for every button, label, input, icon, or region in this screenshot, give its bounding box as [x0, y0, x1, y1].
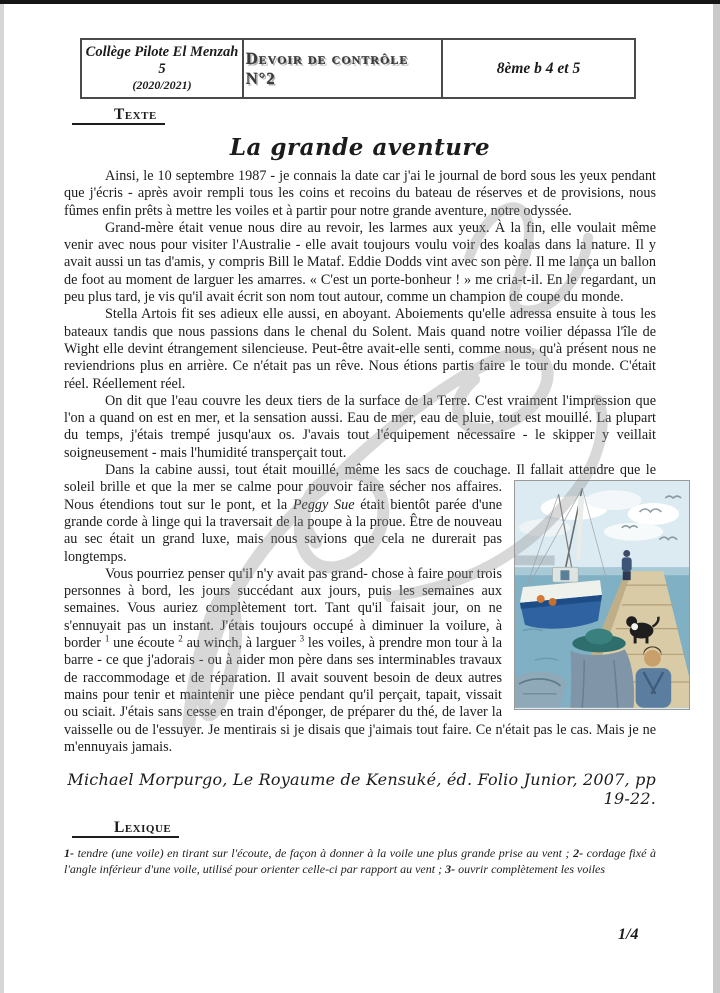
school-name: Collège Pilote El Menzah 5	[85, 44, 239, 77]
section-label-lexique: Lexique	[72, 819, 179, 838]
text-title: La grande aventure	[229, 134, 491, 161]
sailboat-jetty-illustration-icon	[515, 481, 689, 709]
paragraph: Vous pourriez penser qu'il n'y avait pas grand- chose à faire pour trois personnes à bord, les jours succédant aux jours, puis les semaines aux semaines. Vous auriez complètement tort. Tant qu'il faisait jour, on ne s'ennuyait pas un instant. J'étais toujours occupé à diminuer la voilure, à border $^1$ une écoute $^2$ au winch, à larguer $^3$ les voiles, à prendre mon tour à la barre - ce que j'adorais - ou à aider mon père dans ses interminables travaux de raccommodage et de réparation. Il avait souvent besoin de deux autres mains pour tenir et maintenir une pièce pendant qu'il perçait, tapait, vissait ou sciait. J'étais sans cesse en train d'éponger, de préparer du thé, de laver la vaisselle ou de l'essuyer. Je mentirais si je disais que j'aimais tout faire. Ce n'était pas le cas. Mais je ne m'ennuyais jamais.	[64, 565, 656, 755]
crew-figure	[549, 598, 557, 606]
section-label-texte: Texte	[72, 106, 165, 125]
paragraph: On dit que l'eau couvre les deux tiers de la surface de la Terre. C'est vraiment l'impression que l'on a quand on est en mer, et la sensation aussi. Eau de mer, eau de pluie, tout est mouillé. La plupart du temps, j'étais trempé jusqu'aux os. J'avais tout l'équipement nécessaire - le skipper y veillait soigneusement - mais l'humidité transperçait tout.	[64, 392, 656, 461]
paragraph: Grand-mère était venue nous dire au revoir, les larmes aux yeux. À la fin, elle voulait même venir avec nous pour visiter l'Australie - elle avait toujours voulu voir des koalas dans la nature. Il y avait aussi un tas d'amis, y compris Bill le Mataf. Eddie Dodds vint avec son père. Il me lança un ballon de foot au moment de larguer les amarres. « C'est un porte-bonheur ! » me cria-t-il. En le regardant, un peu plus tard, je vis qu'il avait écrit son nom tout autour, comme un champion de coupe du monde.	[64, 219, 656, 306]
page-number: 1/4	[618, 926, 639, 943]
rowboat	[515, 672, 566, 708]
text-block-lower	[64, 462, 656, 756]
scan-edge-right	[713, 0, 720, 993]
paragraph: Ainsi, le 10 septembre 1987 - je connais la date car j'ai le journal de bord sous les yeux pendant que j'écris - après avoir rempli tous les coins et recoins du bateau de réserves et de provisions, nous fûmes enfin prêts à mettre les voiles et à partir pour notre grande aventure, notre odyssée.	[64, 168, 656, 219]
citation: Michael Morpurgo, Le Royaume de Kensuké, éd. Folio Junior, 2007, pp 19-22.	[67, 770, 656, 809]
scan-edge-top	[0, 0, 720, 4]
lexicon-text: 1- tendre (une voile) en tirant sur l'écoute, de façon à donner à la voile une plus grande prise au vent ; 2- cordage fixé à l'angle inférieur d'une voile, utilisé pour orienter celle-ci par rapport au vent ; 3- ouvrir complètement les voiles	[64, 846, 656, 876]
page-content	[64, 0, 656, 877]
class-label: 8ème b 4 et 5	[496, 59, 581, 77]
header-table	[80, 38, 636, 99]
school-year: (2020/2021)	[132, 78, 192, 92]
header-class-cell	[443, 40, 634, 97]
header-exam-cell	[244, 40, 443, 97]
paragraph: Dans la cabine aussi, tout était mouillé, même les sacs de couchage. Il fallait attendre que le soleil brille et que la mer se calme pour pouvoir faire sécher nos affaires. Nous étendions tout sur le pont, et la Peggy Sue était bientôt parée d'une grande corde à linge qui la traversait de la poupe à la proue. Être de nouveau au sec était un grand luxe, mais nous savions que cela ne durerait pas longtemps.	[64, 462, 656, 565]
scan-edge-left	[0, 0, 4, 993]
paragraph: Stella Artois fit ses adieux elle aussi, en aboyant. Aboiements qu'elle adressa ensuite à tous les bateaux tandis que nous passions dans le chenal du Solent. Mais quand notre voilier dépassa l'île de Wight elle devint étrangement silencieuse. Peut-être avait-elle senti, comme nous, qu'à présent nous ne reviendrions plus en arrière. Ce n'était pas un rêve. Nous étions partis faire le tour du monde. C'était réel. Réellement réel.	[64, 306, 656, 392]
exam-title: Devoir de contrôle N°2	[246, 48, 409, 88]
distant-shore	[515, 556, 555, 566]
header-school-cell	[82, 40, 244, 97]
illustration-sailboat	[514, 480, 690, 710]
text-block-upper	[64, 168, 656, 462]
crew-figure	[537, 595, 545, 603]
